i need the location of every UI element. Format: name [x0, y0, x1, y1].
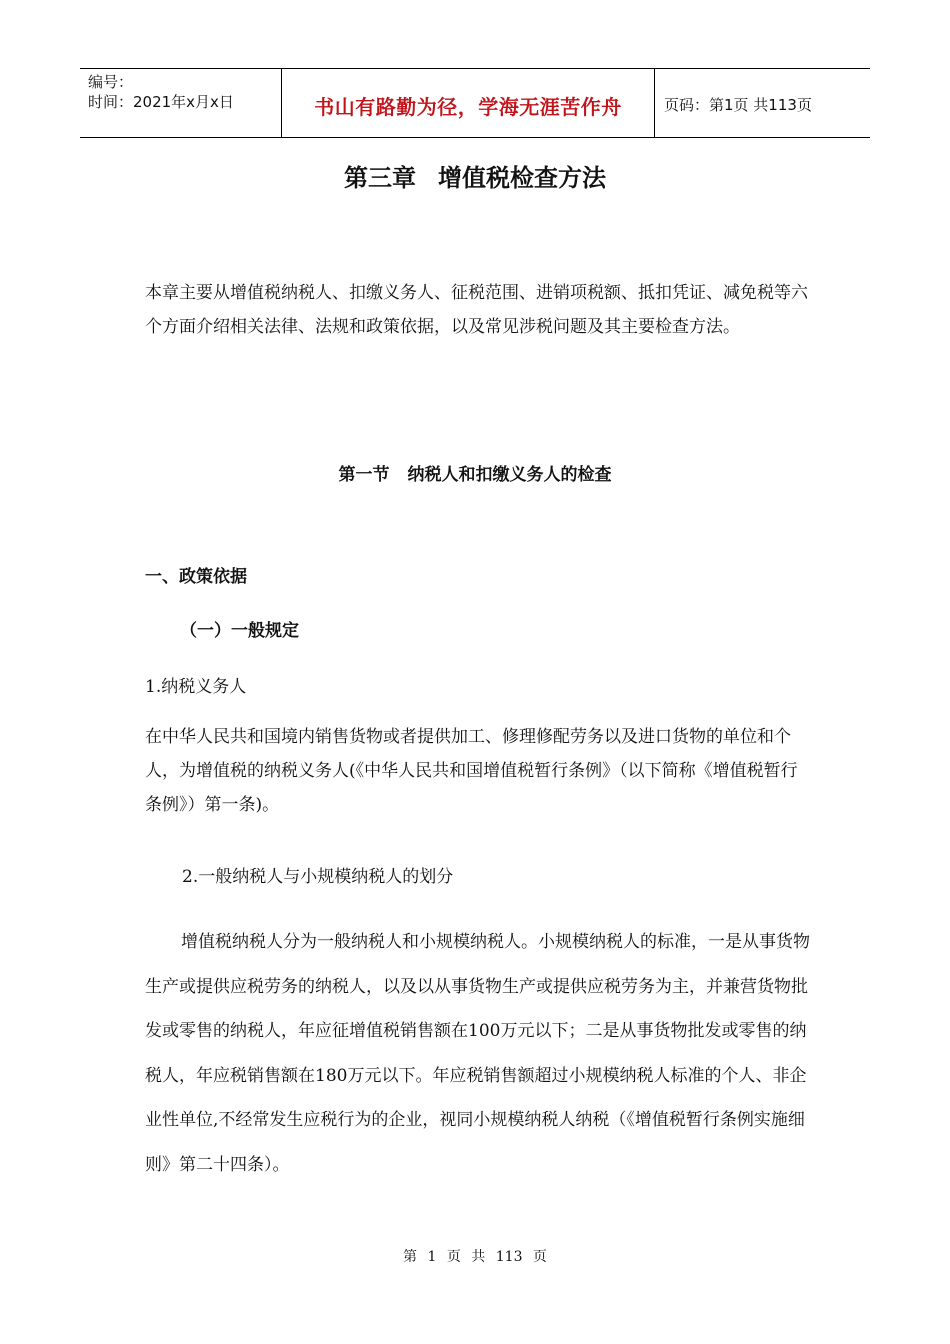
header-motto-cell [281, 69, 655, 137]
item2-paragraph [145, 920, 815, 1187]
document-header [80, 68, 870, 138]
document-time-label: 时间：2021年x月x日 [88, 93, 234, 111]
section-title [0, 460, 950, 485]
header-page-info: 页码：第1页 共113页 [664, 96, 812, 114]
heading-general-provisions: （一）一般规定 [180, 621, 299, 641]
header-motto: 书山有路勤为径，学海无涯苦作舟 [314, 95, 622, 119]
chapter-title [0, 158, 950, 193]
chapter-number: 第三章 [344, 164, 416, 192]
item2-title: 2.一般纳税人与小规模纳税人的划分 [182, 867, 454, 887]
intro-paragraph: 本章主要从增值税纳税人、扣缴义务人、征税范围、进销项税额、抵扣凭证、减免税等六个方面介绍相关法律、法规和政策依据，以及常见涉税问题及其主要检查方法。 [145, 283, 808, 337]
item1-paragraph: 在中华人民共和国境内销售货物或者提供加工、修理修配劳务以及进口货物的单位和个人，为增值税的纳税义务人(《中华人民共和国增值税暂行条例》（以下简称《增值税暂行条例》）第一条)。 [145, 727, 798, 815]
section-number: 第一节 [338, 465, 390, 485]
section-name: 纳税人和扣缴义务人的检查 [407, 465, 612, 485]
heading-policy-basis: 一、政策依据 [145, 567, 247, 587]
document-number-label: 编号： [88, 73, 134, 91]
item2-text: 增值税纳税人分为一般纳税人和小规模纳税人。小规模纳税人的标准，一是从事货物生产或提供应税劳务的纳税人，以及以从事货物生产或提供应税劳务为主，并兼营货物批发或零售的纳税人，年应征增值税销售额在100万元以下；二是从事货物批发或零售的纳税人，年应税销售额在180万元以下。年应税销售额超过小规模纳税人标准的个人、非企业性单位,不经常发生应税行为的企业，视同小规模纳税人纳税（《增值税暂行条例实施细则》第二十四条）。 [145, 932, 810, 1175]
page-footer: 第 1 页 共 113 页 [403, 1249, 547, 1265]
chapter-name: 增值税检查方法 [438, 164, 606, 192]
header-meta-cell [80, 69, 280, 137]
item1-title: 1.纳税义务人 [145, 677, 247, 697]
header-page-cell [654, 69, 870, 137]
